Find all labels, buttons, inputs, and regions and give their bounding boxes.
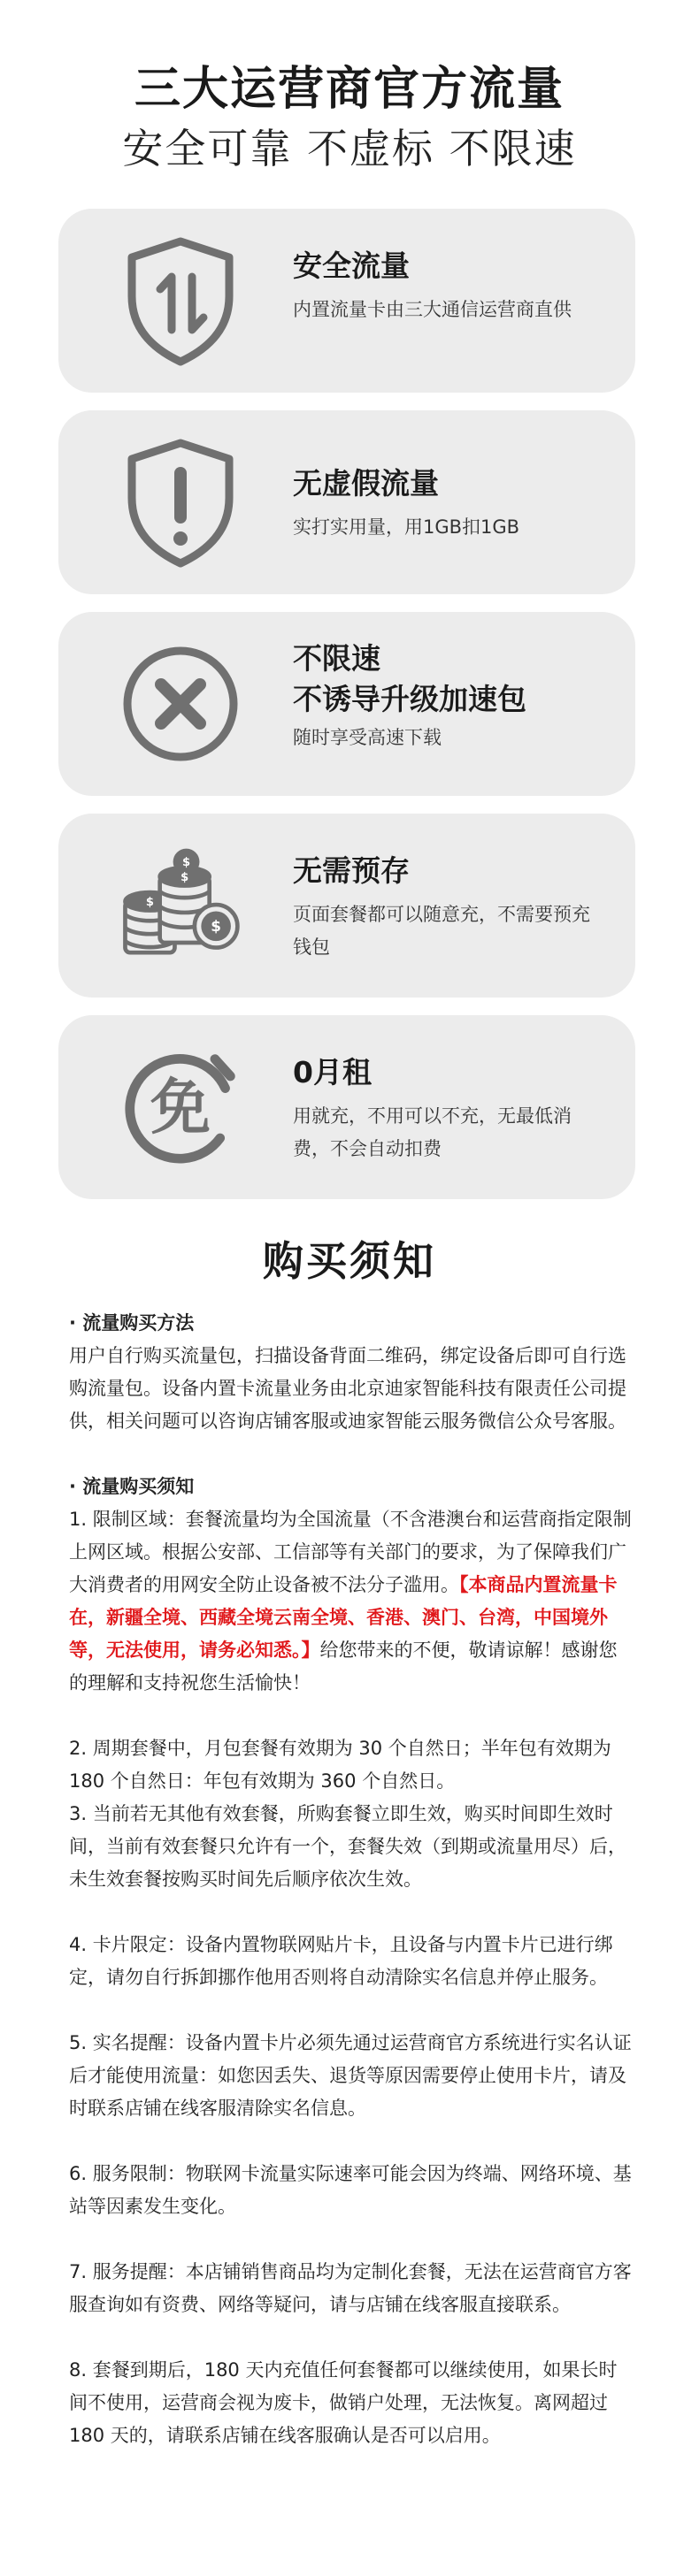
hero-title: 三大运营商官方流量 [134, 63, 565, 116]
notice-item-5: 5. 实名提醒：设备内置卡片必须先通过运营商官方系统进行实名认证后才能使用流量：如您因丢失、退货等原因需要停止使用卡片，请及时联系店铺在线客服清除实名信息。 [69, 2032, 632, 2119]
x-circle-icon [119, 638, 242, 770]
notice-item-2: 2. 周期套餐中，月包套餐有效期为 30 个自然日；半年包有效期为 180 个自然日：年包有效期为 360 个自然日。 [69, 1738, 611, 1792]
card-title: 无虚假流量 [293, 466, 439, 501]
svg-text:$: $ [181, 871, 189, 884]
card-title-2: 不诱导升级加速包 [293, 682, 526, 716]
feature-card-free [58, 1015, 635, 1199]
notice-item-8: 8. 套餐到期后，180 天内充值任何套餐都可以继续使用，如果长时间不使用，运营商会视为废卡，做销户处理，无法恢复。离网超过 180 天的，请联系店铺在线客服确认是否可以启用。 [69, 2359, 618, 2446]
notice-item-3: 3. 当前若无其他有效套餐，所购套餐立即生效，购买时间即生效时间，当前有效套餐只允许有一个，套餐失效（到期或流量用尽）后，未生效套餐按购买时间先后顺序依次生效。 [69, 1803, 626, 1890]
feature-card-speed [58, 612, 635, 796]
feature-card-real [58, 410, 635, 594]
svg-text:$: $ [145, 896, 155, 909]
notice-item-4: 4. 卡片限定：设备内置物联网贴片卡，且设备与内置卡片已进行绑定，请勿自行拆卸挪作他用否则将自动清除实名信息并停止服务。 [69, 1934, 613, 1988]
svg-text:$: $ [211, 916, 221, 935]
card-desc: 实打实用量，用1GB扣1GB [293, 516, 520, 538]
svg-text:$: $ [181, 856, 191, 870]
purchase-notice-body [69, 1307, 635, 2452]
card-title: 0月租 [293, 1055, 372, 1089]
shield-exclamation-icon [119, 436, 242, 569]
region-warning: 【本商品内置流量卡在，新疆全境、西藏全境云南全境、香港、澳门、台湾，中国境外等，无法使用，请务必知悉。】 [69, 1574, 618, 1661]
method-heading: · 流量购买方法 [69, 1312, 195, 1334]
notice-item-7: 7. 服务提醒：本店铺销售商品均为定制化套餐，无法在运营商官方客服查询如有资费、网络等疑问，请与店铺在线客服直接联系。 [69, 2261, 632, 2315]
svg-text:免: 免 [150, 1073, 211, 1143]
hero-subtitle: 安全可靠 不虚标 不限速 [122, 125, 577, 172]
card-desc: 随时享受高速下载 [293, 727, 442, 748]
card-desc: 内置流量卡由三大通信运营商直供 [293, 299, 572, 320]
card-title: 不限速 [293, 641, 380, 676]
card-title: 无需预存 [293, 853, 410, 888]
shield-arrows-icon [119, 234, 242, 367]
card-desc: 用就充，不用可以不充，无最低消费，不会自动扣费 [293, 1105, 572, 1159]
notice-item-6: 6. 服务限制：物联网卡流量实际速率可能会因为终端、网络环境、基站等因素发生变化。 [69, 2163, 632, 2217]
purchase-notice-title: 购买须知 [263, 1237, 436, 1285]
coins-icon [119, 839, 242, 972]
notice-item-1: 1. 限制区域：套餐流量均为全国流量（不含港澳台和运营商指定限制上网区域。根据公安部、工信部等有关部门的要求，为了保障我们广大消费者的用网安全防止设备被不法分子滥用。【本商品内置流量卡在，新疆全境、西藏全境云南全境、香港、澳门、台湾，中国境外等，无法使用，请务必知悉。】给您带来的不便，敬请谅解！感谢您的理解和支持祝您生活愉快！ [69, 1509, 632, 1693]
feature-card-safe [58, 209, 635, 393]
feature-card-prepay [58, 814, 635, 998]
card-desc: 页面套餐都可以随意充，不需要预充钱包 [293, 904, 590, 958]
method-text: 用户自行购买流量包，扫描设备背面二维码，绑定设备后即可自行选购流量包。设备内置卡流量业务由北京迪家智能科技有限责任公司提供，相关问题可以咨询店铺客服或迪家智能云服务微信公众号客服。 [69, 1345, 626, 1432]
card-title: 安全流量 [293, 248, 410, 283]
notes-heading: · 流量购买须知 [69, 1476, 195, 1497]
free-badge-icon [119, 1041, 242, 1173]
